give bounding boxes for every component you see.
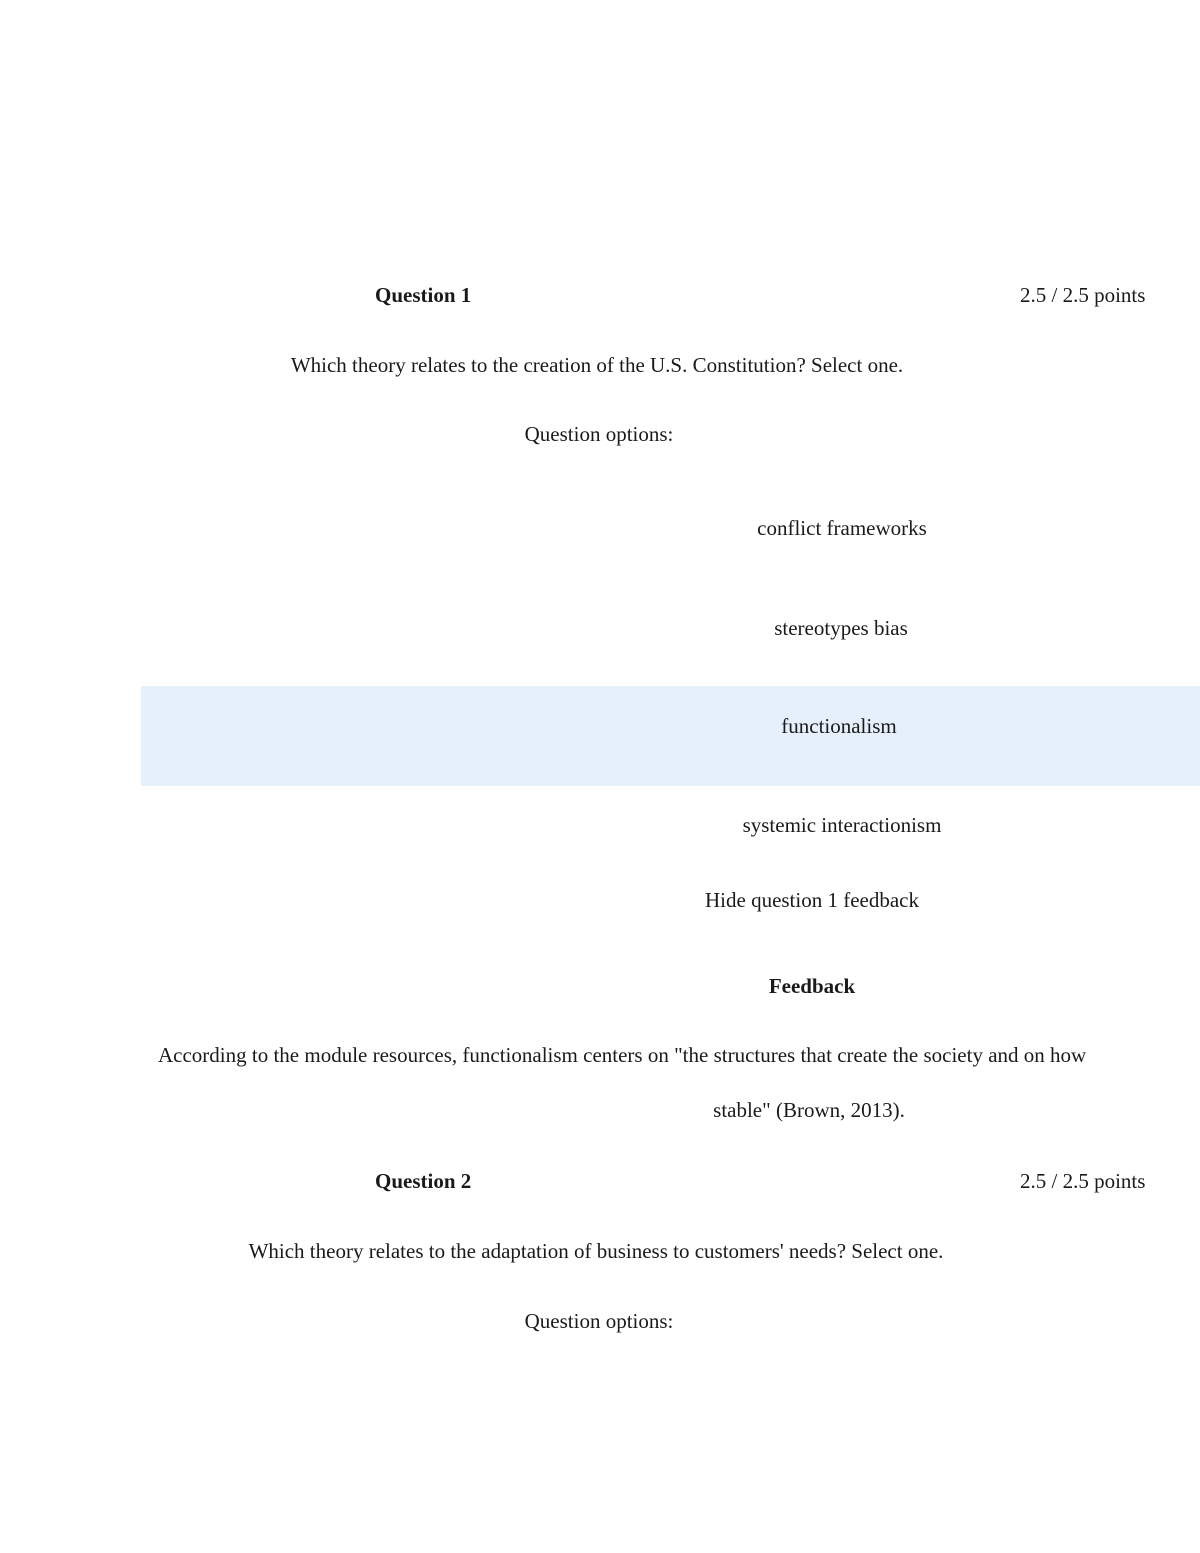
- option-stereotypes-bias[interactable]: stereotypes bias: [774, 616, 908, 640]
- feedback-heading: Feedback: [768, 974, 856, 998]
- option-conflict-frameworks[interactable]: conflict frameworks: [757, 516, 927, 540]
- question-1-score: 2.5 / 2.5 points: [1020, 283, 1146, 307]
- question-2-title: Question 2: [375, 1169, 472, 1193]
- question-1-title: Question 1: [375, 283, 472, 307]
- question-2-score: 2.5 / 2.5 points: [1020, 1169, 1146, 1193]
- feedback-text-line-1: According to the module resources, functionalism centers on "the structures that create the society and on how: [158, 1043, 1087, 1067]
- question-1-options-label: Question options:: [524, 422, 674, 446]
- option-functionalism[interactable]: functionalism: [781, 714, 897, 738]
- selected-option-highlight: [141, 686, 1200, 786]
- hide-feedback-link[interactable]: Hide question 1 feedback: [704, 888, 920, 912]
- question-2-options-label: Question options:: [524, 1309, 674, 1333]
- option-systemic-interactionism[interactable]: systemic interactionism: [742, 813, 942, 837]
- question-2-prompt: Which theory relates to the adaptation of business to customers' needs? Select one.: [248, 1239, 944, 1263]
- feedback-text-line-2: stable" (Brown, 2013).: [713, 1098, 905, 1122]
- question-1-prompt: Which theory relates to the creation of the U.S. Constitution? Select one.: [290, 353, 904, 377]
